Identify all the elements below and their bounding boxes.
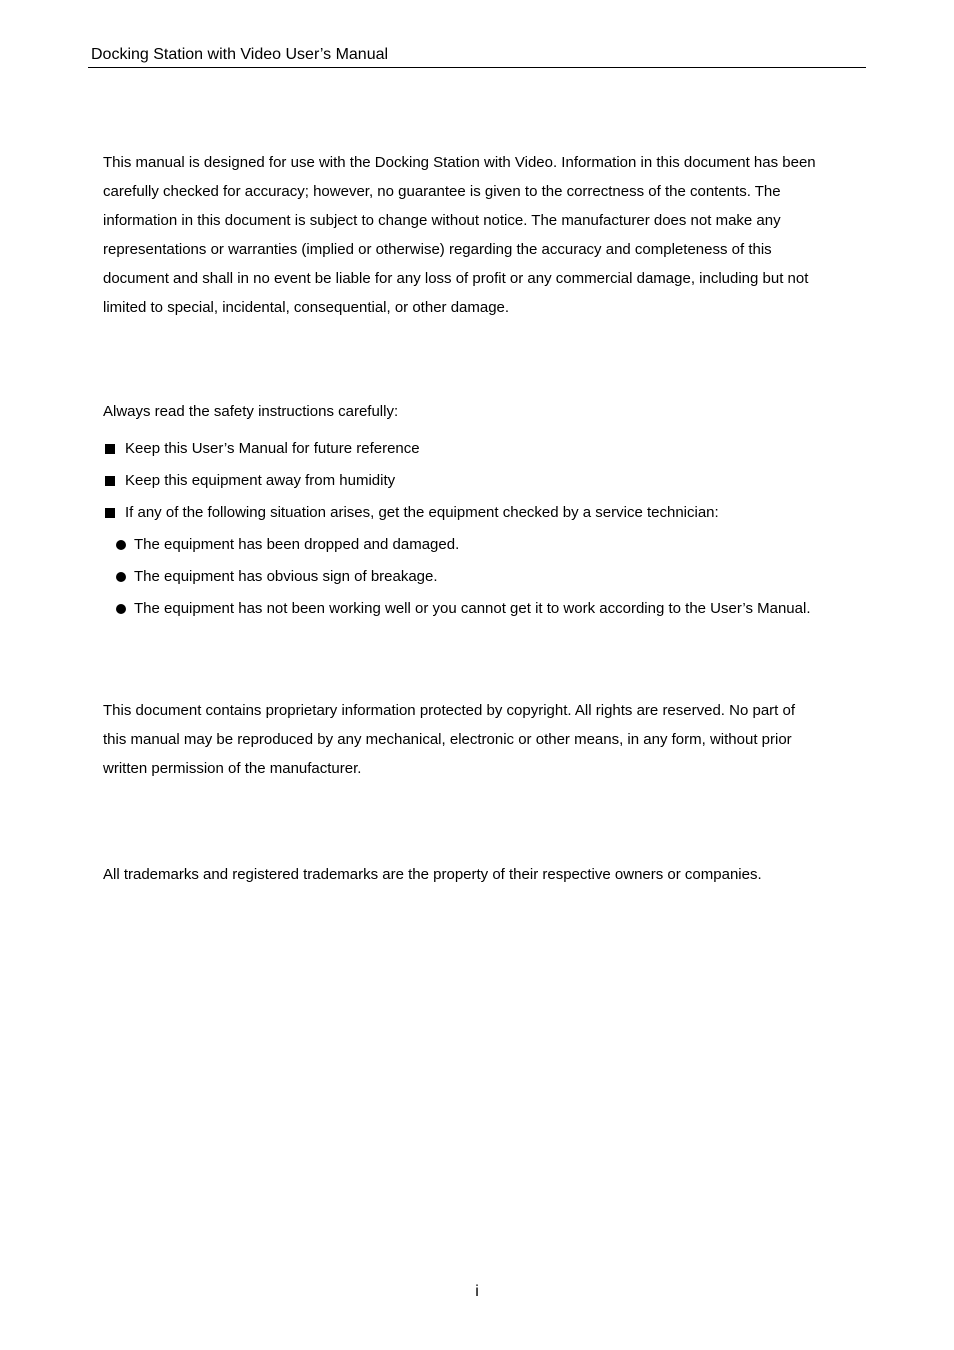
round-bullet-icon bbox=[116, 572, 126, 582]
copyright-paragraph bbox=[103, 696, 873, 783]
sub-list-item bbox=[116, 535, 459, 555]
list-item-text: Keep this User’s Manual for future reference bbox=[125, 440, 420, 457]
sub-list-item-text: The equipment has not been working well or you cannot get it to work according to the User’s Manual. bbox=[134, 600, 811, 617]
list-item bbox=[105, 503, 719, 523]
round-bullet-icon bbox=[116, 604, 126, 614]
disclaimer-line: information in this document is subject to change without notice. The manufacturer does not make any bbox=[103, 212, 781, 229]
square-bullet-icon bbox=[105, 508, 115, 518]
copyright-line: This document contains proprietary information protected by copyright. All rights are reserved. No part of bbox=[103, 702, 795, 719]
disclaimer-line: This manual is designed for use with the Docking Station with Video. Information in this document has been bbox=[103, 154, 816, 171]
list-item bbox=[105, 439, 420, 459]
copyright-line: written permission of the manufacturer. bbox=[103, 760, 362, 777]
safety-intro: Always read the safety instructions carefully: bbox=[103, 403, 399, 420]
sub-list-item bbox=[116, 567, 438, 587]
square-bullet-icon bbox=[105, 476, 115, 486]
list-item bbox=[105, 471, 395, 491]
sub-list-item bbox=[116, 599, 811, 619]
sub-list-item-text: The equipment has obvious sign of breakage. bbox=[134, 568, 438, 585]
trademarks-paragraph bbox=[103, 860, 873, 889]
page-number: i bbox=[475, 1283, 479, 1300]
list-item-text: If any of the following situation arises, get the equipment checked by a service technician: bbox=[125, 504, 719, 521]
disclaimer-line: document and shall in no event be liable for any loss of profit or any commercial damage, including but not bbox=[103, 270, 809, 287]
sub-list-item-text: The equipment has been dropped and damaged. bbox=[134, 536, 460, 553]
page-header bbox=[88, 44, 866, 68]
list-item-text: Keep this equipment away from humidity bbox=[125, 472, 396, 489]
round-bullet-icon bbox=[116, 540, 126, 550]
disclaimer-line: limited to special, incidental, consequential, or other damage. bbox=[103, 299, 510, 316]
disclaimer-paragraph bbox=[103, 148, 873, 322]
square-bullet-icon bbox=[105, 444, 115, 454]
header-title: Docking Station with Video User’s Manual bbox=[91, 46, 389, 63]
disclaimer-line: representations or warranties (implied or otherwise) regarding the accuracy and completeness of this bbox=[103, 241, 772, 258]
trademarks-line: All trademarks and registered trademarks are the property of their respective owners or companies. bbox=[103, 866, 762, 883]
copyright-line: this manual may be reproduced by any mechanical, electronic or other means, in any form, without prior bbox=[103, 731, 792, 748]
disclaimer-line: carefully checked for accuracy; however, no guarantee is given to the correctness of the contents. The bbox=[103, 183, 781, 200]
